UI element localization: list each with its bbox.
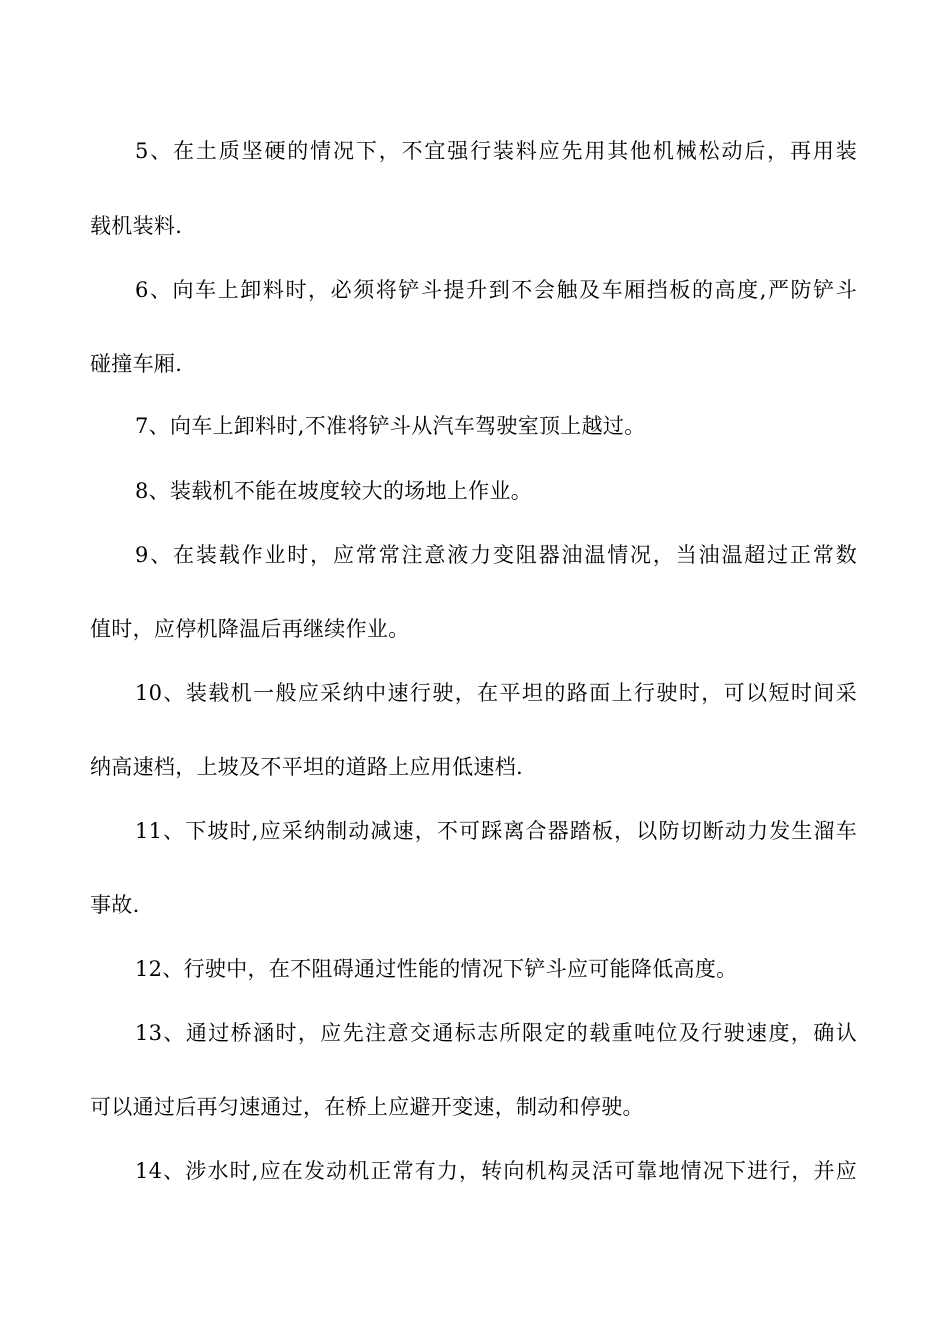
paragraph-5-line-1: 5、在土质坚硬的情况下，不宜强行装料应先用其他机械松动后，再用装 bbox=[135, 139, 857, 163]
paragraph-9-line-1: 9、在装载作业时，应常常注意液力变阻器油温情况，当油温超过正常数 bbox=[135, 543, 857, 567]
paragraph-13-line-2: 可以通过后再匀速通过，在桥上应避开变速，制动和停驶。 bbox=[90, 1095, 644, 1119]
paragraph-10-line-1: 10、装载机一般应采纳中速行驶，在平坦的路面上行驶时，可以短时间采 bbox=[135, 681, 857, 705]
paragraph-5-line-2: 载机装料. bbox=[90, 214, 183, 238]
paragraph-13-line-1: 13、通过桥涵时，应先注意交通标志所限定的载重吨位及行驶速度，确认 bbox=[135, 1021, 857, 1045]
paragraph-6-line-1: 6、向车上卸料时，必须将铲斗提升到不会触及车厢挡板的高度,严防铲斗 bbox=[135, 278, 857, 302]
paragraph-12-line-1: 12、行驶中，在不阻碍通过性能的情况下铲斗应可能降低高度。 bbox=[135, 957, 738, 981]
paragraph-10-line-2: 纳高速档，上坡及不平坦的道路上应用低速档. bbox=[90, 755, 523, 779]
paragraph-11-line-1: 11、下坡时,应采纳制动减速，不可踩离合器踏板，以防切断动力发生溜车 bbox=[135, 819, 857, 843]
paragraph-9-line-2: 值时，应停机降温后再继续作业。 bbox=[90, 617, 410, 641]
paragraph-8-line-1: 8、装载机不能在坡度较大的场地上作业。 bbox=[135, 479, 533, 503]
paragraph-14-line-1: 14、涉水时,应在发动机正常有力，转向机构灵活可靠地情况下进行，并应 bbox=[135, 1159, 857, 1183]
paragraph-7-line-1: 7、向车上卸料时,不准将铲斗从汽车驾驶室顶上越过。 bbox=[135, 414, 646, 438]
paragraph-6-line-2: 碰撞车厢. bbox=[90, 352, 183, 376]
paragraph-11-line-2: 事故. bbox=[90, 893, 140, 917]
